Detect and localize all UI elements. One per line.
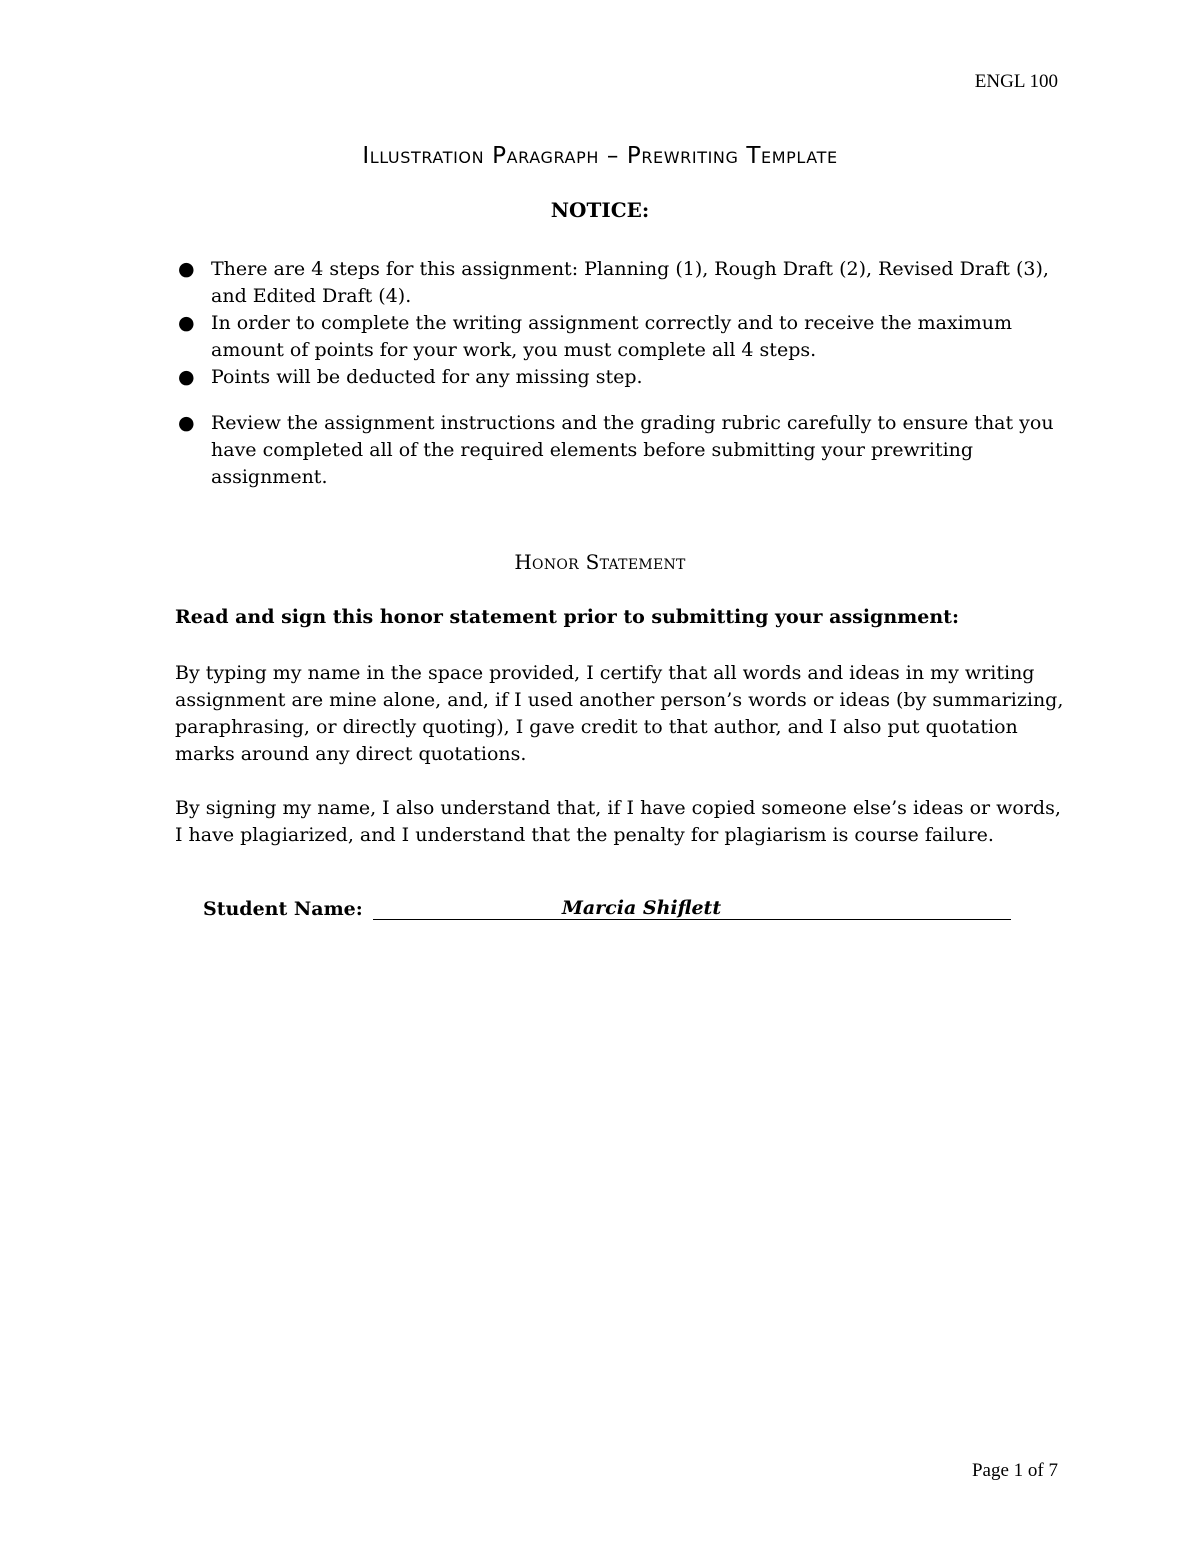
bullet-icon: ● — [178, 412, 195, 434]
list-item-text: There are 4 steps for this assignment: Planning (1), Rough Draft (2), Revised Draft (3), and Edited Draft (4). — [211, 258, 1049, 307]
honor-statement-heading: Honor Statement — [514, 550, 686, 574]
list-item — [178, 310, 1061, 364]
document-title: Illustration Paragraph – Prewriting Template — [362, 143, 838, 169]
student-signature-line — [203, 895, 1011, 920]
honor-paragraph-1: By typing my name in the space provided, I certify that all words and ideas in my writing assignment are mine alone, and, if I used another person’s words or ideas (by summarizing, paraphrasing, or directly quoting), I gave credit to that author, and I also put quotation marks around any direct quotations. — [175, 662, 1064, 765]
list-item-text: Review the assignment instructions and the grading rubric carefully to ensure that you have completed all of the required elements before submitting your prewriting assignment. — [211, 412, 1054, 488]
student-name-field[interactable] — [373, 895, 1011, 920]
bullet-icon: ● — [178, 312, 195, 334]
honor-instruction: Read and sign this honor statement prior to submitting your assignment: — [175, 606, 959, 628]
list-item — [178, 364, 1061, 391]
notice-list — [0, 256, 1200, 491]
bullet-icon: ● — [178, 366, 195, 388]
list-item-text: In order to complete the writing assignment correctly and to receive the maximum amount of points for your work, you must complete all 4 steps. — [211, 312, 1013, 361]
course-code: ENGL 100 — [974, 71, 1058, 92]
list-item — [178, 410, 1061, 491]
student-name-value: Marcia Shiflett — [561, 897, 722, 919]
bullet-icon: ● — [178, 258, 195, 280]
notice-heading: NOTICE: — [550, 198, 650, 222]
student-name-label: Student Name: — [203, 898, 363, 920]
list-item — [178, 256, 1061, 310]
page-number: Page 1 of 7 — [971, 1460, 1058, 1481]
list-item-text: Points will be deducted for any missing step. — [211, 366, 643, 388]
honor-paragraph-2: By signing my name, I also understand that, if I have copied someone else’s ideas or words, I have plagiarized, and I understand that the penalty for plagiarism is course failure. — [175, 797, 1061, 846]
